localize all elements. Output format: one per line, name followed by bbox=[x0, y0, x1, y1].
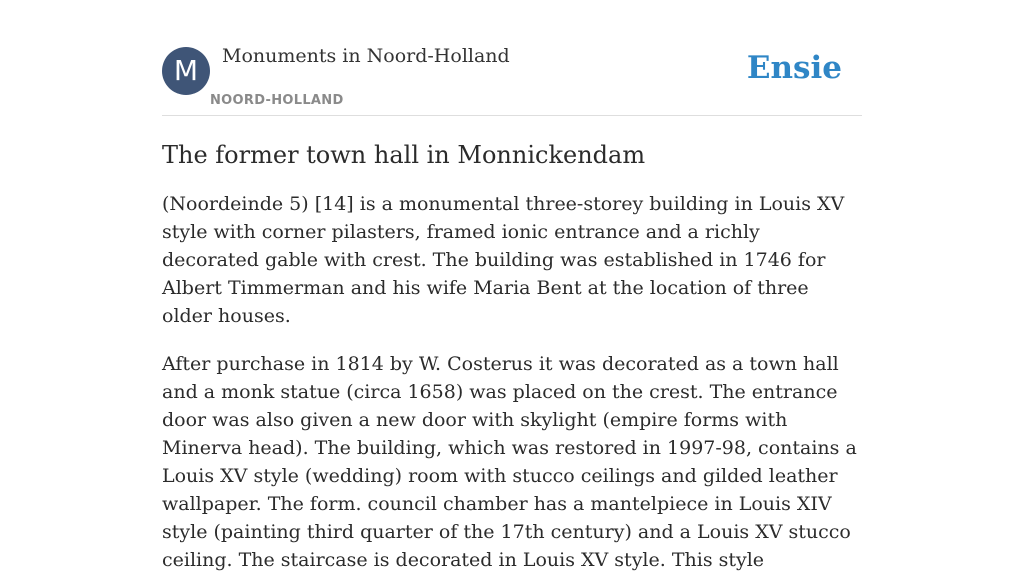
article-paragraph: (Noordeinde 5) [14] is a monumental three-storey building in Louis XV style with corner pilasters, framed ionic entrance and a richly decorated gable with crest. The building was established in 1746 for Albert Timmerman and his wife Maria Bent at the location of three older houses. bbox=[162, 193, 845, 327]
avatar[interactable]: M bbox=[162, 47, 210, 95]
page-header bbox=[162, 0, 862, 116]
site-title[interactable]: Monuments in Noord-Holland bbox=[222, 45, 510, 67]
category-label[interactable]: NOORD-HOLLAND bbox=[210, 93, 344, 108]
page bbox=[162, 0, 862, 574]
article-title: The former town hall in Monnickendam bbox=[162, 141, 646, 169]
brand-logo[interactable]: Ensie bbox=[746, 50, 842, 86]
article-paragraph: After purchase in 1814 by W. Costerus it was decorated as a town hall and a monk statue (circa 1658) was placed on the crest. The entrance door was also given a new door with skylight (empire forms with Minerva head). The building, which was restored in 1997-98, contains a Louis XV style (wedding) room with stucco ceilings and gilded leather wallpaper. The form. council chamber has a mantelpiece in Louis XIV style (painting third quarter of the 17th century) and a Louis XV stucco ceiling. The staircase is decorated in Louis XV style. This style bbox=[162, 353, 857, 571]
